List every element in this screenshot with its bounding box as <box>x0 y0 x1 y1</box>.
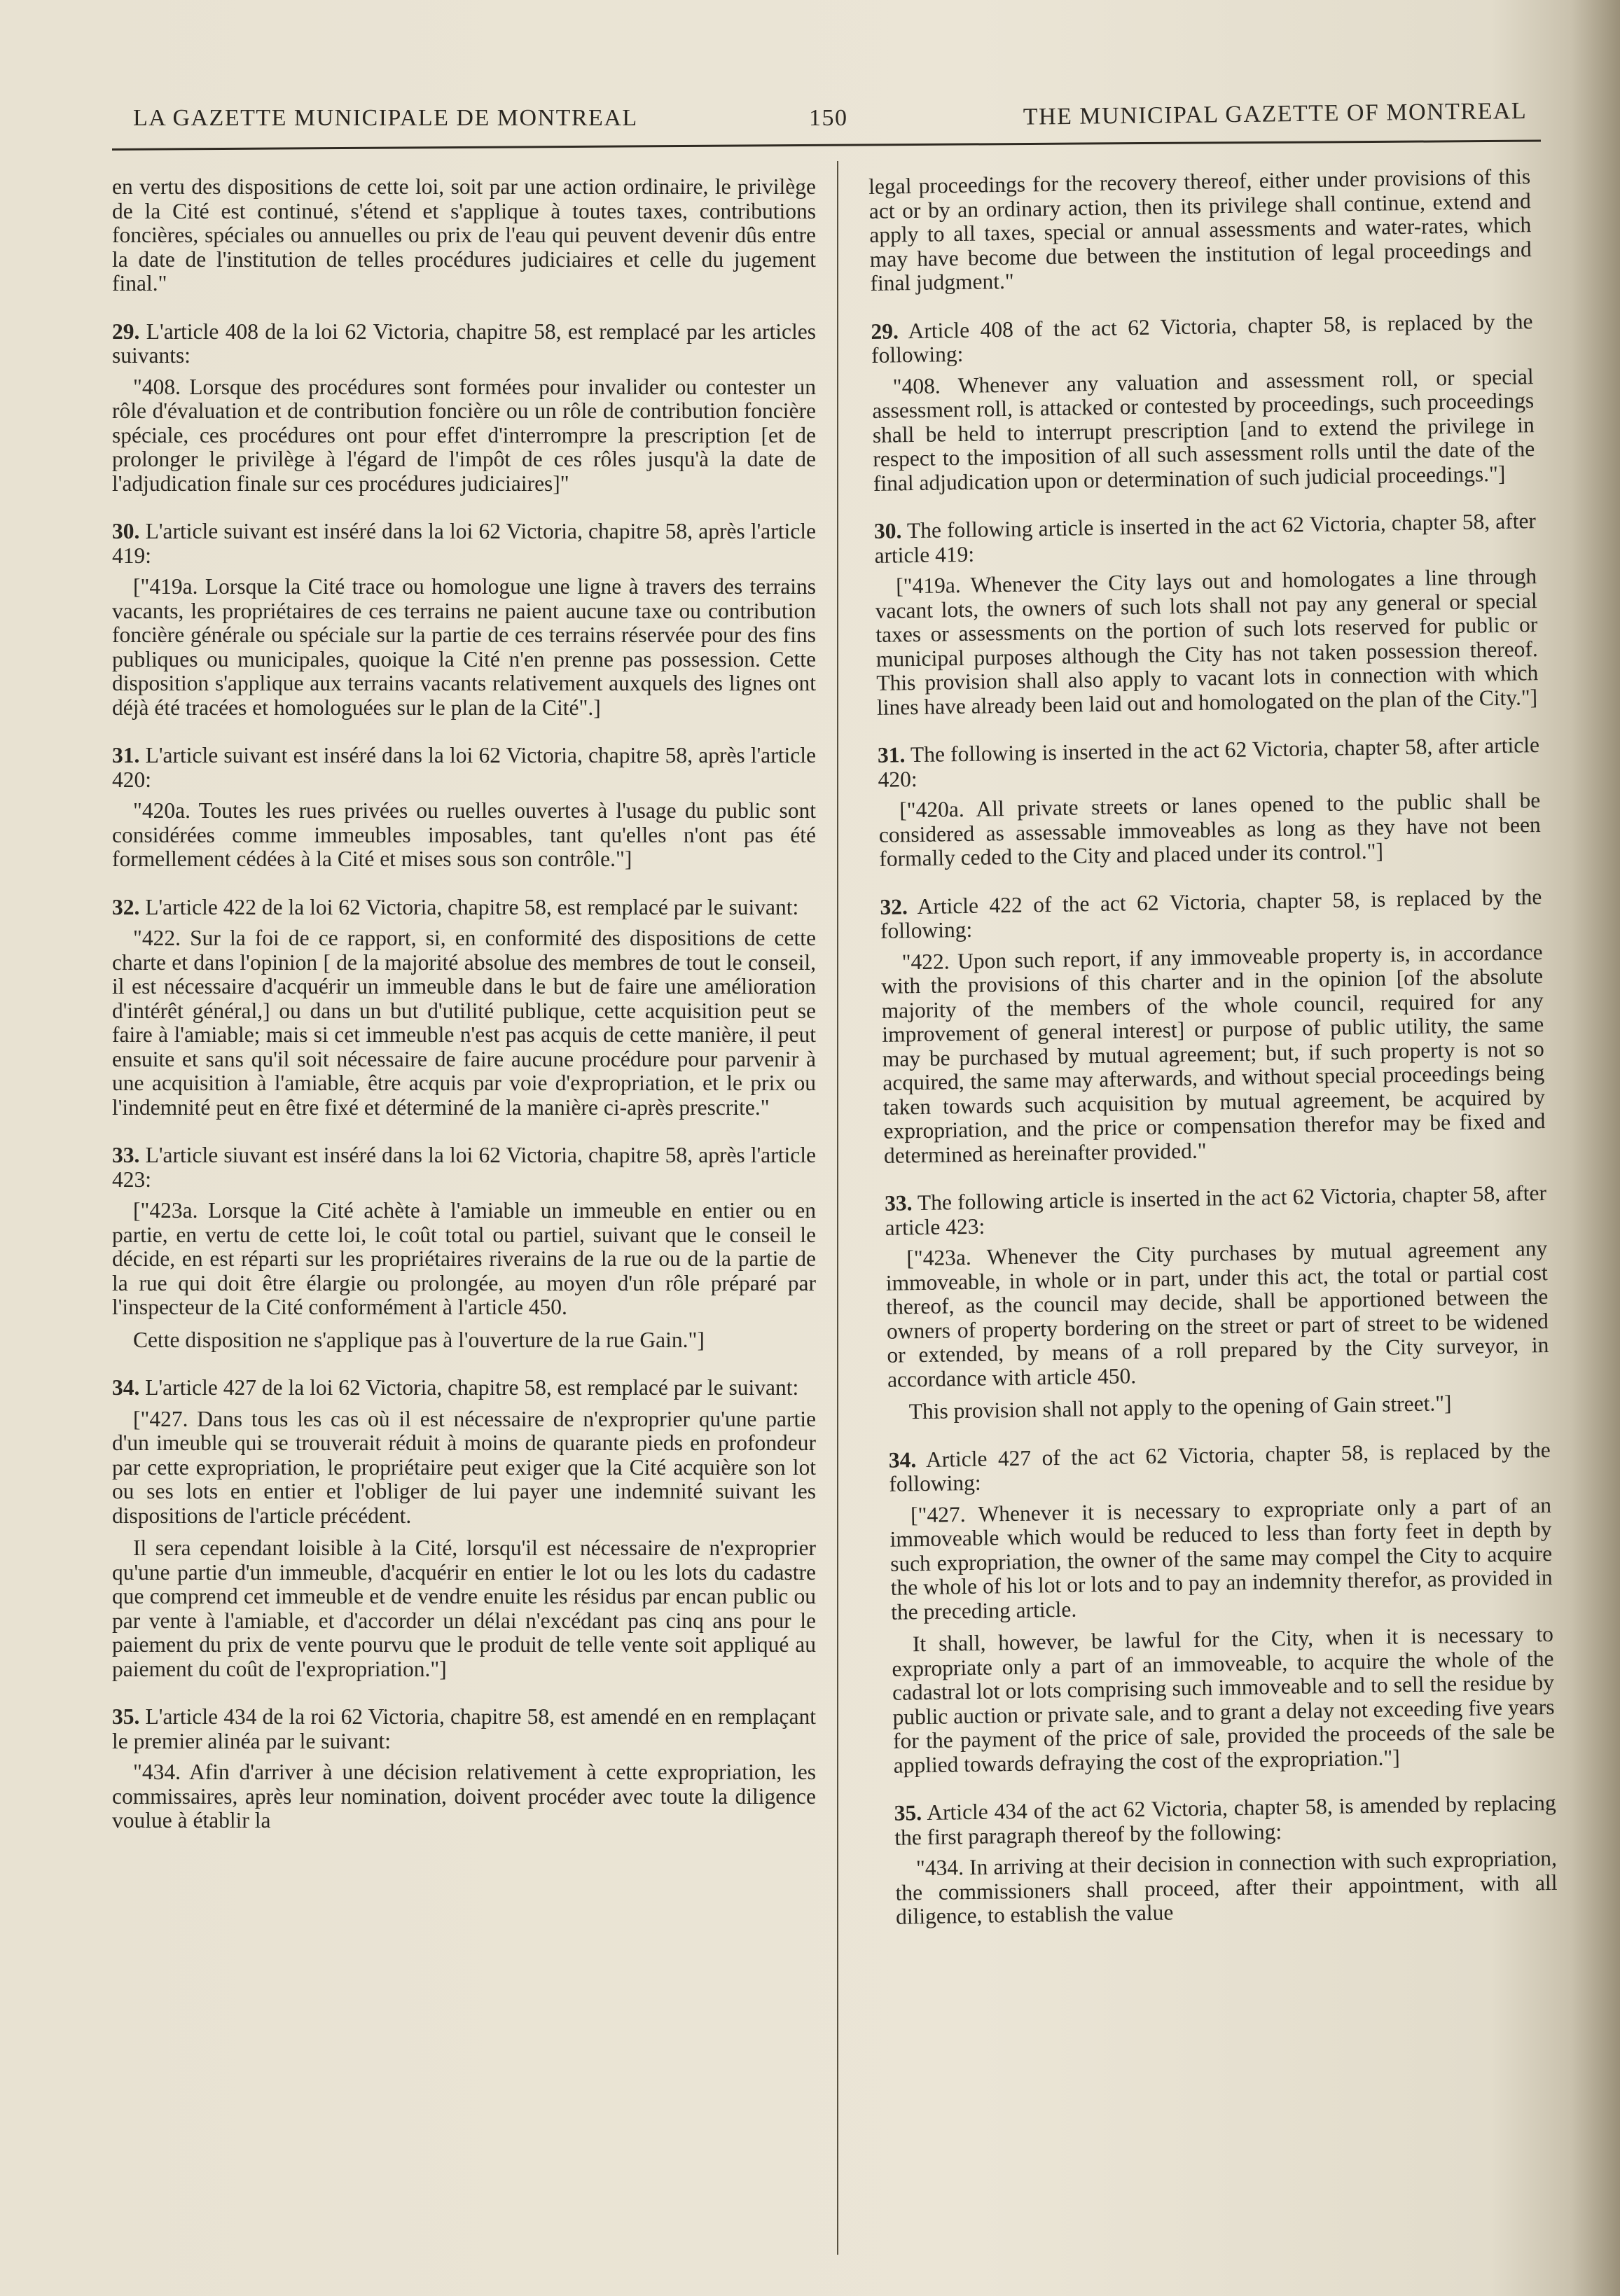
english-section-31-number: 31. <box>877 742 906 767</box>
french-section-35-number: 35. <box>112 1704 140 1729</box>
english-gazette-title: THE MUNICIPAL GAZETTE OF MONTREAL <box>1023 98 1527 130</box>
english-section-29-head-text: Article 408 of the act 62 Victoria, chapter 58, is replaced by the following: <box>871 308 1533 368</box>
french-section-29-body: "408. Lorsque des procédures sont formées pour invalider ou contester un rôle d'évaluation et de contribution foncière ou un rôle de contribution foncière spéciale, ces procédures ont pour effet d'interrompre la prescription [et de prolonger le privilège à l'égard de l'impôt de ces rôles jusqu'à la date de l'adjudication finale sur ces procédures judiciaires]" <box>112 374 816 496</box>
french-section-29-heading <box>112 320 816 368</box>
french-column <box>112 175 816 1842</box>
french-section-32-body: "422. Sur la foi de ce rapport, si, en conformité des dispositions de cette charte et dans l'opinion [ de la majorité absolue des membres de tout le conseil, il est nécessaire d'acquérir un immeuble dans le but de faire une amélioration d'intérêt général,] ou dans un but d'utilité publique, cette acquisition peut se faire à l'amiable; mais si cet immeuble n'est pas acquis de cette manière, il peut ensuite et sans qu'il soit nécessaire de faire aucune procédure pour parvenir à une acquisition à l'amiable, être acquis par voie d'expropriation, et le prix ou l'indemnité peut en être fixé et déterminé de la manière ci-après prescrite." <box>112 926 816 1120</box>
french-section-35-heading <box>112 1705 816 1753</box>
english-section-29-heading <box>871 309 1533 368</box>
french-section-33-number: 33. <box>112 1143 140 1167</box>
french-section-29-head-text: L'article 408 de la loi 62 Victoria, chapitre 58, est remplacé par les articles suivants: <box>112 319 817 368</box>
english-section-32-head-text: Article 422 of the act 62 Victoria, chapter 58, is replaced by the following: <box>880 884 1542 943</box>
french-section-34-head-text: L'article 427 de la loi 62 Victoria, chapitre 58, est remplacé par le suivant: <box>145 1375 799 1400</box>
french-section-30-heading <box>112 520 816 568</box>
page-header <box>133 98 1527 140</box>
english-section-34-body-2: It shall, however, be lawful for the City, when it is necessary to expropriate only a part of an immoveable, to acquire the whole of the cadastral lot or lots comprising such immoveable and to sell the residue by public auction or private sale, and to grant a delay not exceeding five years for the payment of the price of sale, provided the proceeds of the sale be applied towards defraying the cost of the expropriation."] <box>892 1621 1556 1778</box>
page-number: 150 <box>809 105 848 131</box>
english-section-29-body: "408. Whenever any valuation and assessment roll, or special assessment roll, is attacked or contested by proceedings, such proceedings shall be held to interrupt prescription [and to extend the privilege in respect to the imposition of all such assessment rolls until the date of the final adjudication upon or determination of such judicial proceedings."] <box>872 363 1535 496</box>
column-divider <box>837 161 838 2255</box>
english-section-31-body: ["420a. All private streets or lanes opened to the public shall be considered as assessable immoveables as long as they have not been formally ceded to the City and placed under its control."] <box>878 788 1541 871</box>
english-section-34-heading <box>889 1438 1551 1496</box>
english-section-34-body: ["427. Whenever it is necessary to expropriate only a part of an immoveable which would be reduced to less than forty feet in depth by such expropriation, the owner of the same may compel the City to acquire the whole of his lot or lots and to pay an indemnity therefor, as provided in the preceding article. <box>889 1492 1553 1624</box>
french-section-29-number: 29. <box>112 319 140 344</box>
english-section-32-body: "422. Upon such report, if any immoveable property is, in accordance with the provisions of this charter and in the opinion [of the absolute majority of the members of the whole council, required for any improvement of general interest] or purpose of public utility, the same may be purchased by mutual agreement; but, if such property is not so acquired, the same may afterwards, and without special proceedings being taken towards such acquisition by mutual agreement, be acquired by expropriation, and the price or compensation therefor may be fixed and determined as hereinafter provided." <box>880 939 1546 1168</box>
english-section-33-body-2: This provision shall not apply to the opening of Gain street."] <box>908 1391 1452 1424</box>
english-section-35-number: 35. <box>894 1800 922 1825</box>
french-section-30-body: ["419a. Lorsque la Cité trace ou homologue une ligne à travers des terrains vacants, les propriétaires de ces terrains ne paient aucune taxe ou contribution foncière générale ou spéciale sur la partie de ces terrains réservée pour des fins publiques ou municipales, quoique la Cité n'en prenne pas possession. Cette disposition s'applique aux terrains vacants relativement auxquels des lignes ont déjà été tracées et homologuées sur le plan de la Cité".] <box>112 574 816 720</box>
english-section-33-number: 33. <box>884 1190 913 1216</box>
french-section-31-number: 31. <box>112 743 140 767</box>
english-section-30-head-text: The following article is inserted in the act 62 Victoria, chapter 58, after article 419: <box>874 508 1537 568</box>
english-section-33-heading <box>885 1181 1547 1240</box>
french-section-33-body: ["423a. Lorsque la Cité achète à l'amiable un immeuble en entier ou en partie, en vertu de cette loi, le coût total ou partiel, suivant que le conseil le décide, en est réparti sur les propriétaires riverains de la rue ou de la partie de la rue qui doit être élargie ou prolongée, au moyen d'un rôle préparé par l'inspecteur de la Cité conformément à l'article 450. <box>112 1198 816 1319</box>
english-section-34-number: 34. <box>888 1447 917 1473</box>
french-section-33-heading <box>112 1143 816 1192</box>
french-intro: en vertu des dispositions de cette loi, soit par une action ordinaire, le privilège de la Cité est continué, s'étend et s'applique à toutes taxes, contributions foncières, spéciales ou annuelles ou prix de l'eau qui peuvent devenir dûs entre la date de l'institution de telles procédures judiciaires et celle du jugement final." <box>112 174 816 295</box>
french-section-34-heading <box>112 1376 816 1400</box>
french-section-33-body-2: Cette disposition ne s'applique pas à l'ouverture de la rue Gain."] <box>133 1327 705 1352</box>
french-section-34-number: 34. <box>112 1375 140 1400</box>
english-intro: legal proceedings for the recovery thereof, either under provisions of this act or by an ordinary action, then its privilege shall continue, extend and apply to all taxes, special or annual assessments and water-rates, which may have become due between the institution of legal proceedings and final judgment." <box>868 164 1532 295</box>
english-section-29-number: 29. <box>871 318 899 344</box>
english-section-34-head-text: Article 427 of the act 62 Victoria, chapter 58, is replaced by the following: <box>889 1437 1551 1496</box>
french-section-32-number: 32. <box>112 894 140 919</box>
french-section-31-heading <box>112 744 816 792</box>
french-section-32-head-text: L'article 422 de la loi 62 Victoria, chapitre 58, est remplacé par le suivant: <box>145 894 799 919</box>
french-section-31-body: "420a. Toutes les rues privées ou ruelles ouvertes à l'usage du public sont considérées comme immeubles imposables, tant qu'elles n'ont pas été formellement cédées à la Cité et mises sous son contrôle."] <box>112 798 816 871</box>
english-section-31-heading <box>878 733 1540 792</box>
french-section-30-number: 30. <box>112 519 140 543</box>
english-section-35-body: "434. In arriving at their decision in connection with such expropriation, the commissioners shall proceed, after their appointment, with all diligence, to establish the value <box>895 1845 1558 1929</box>
english-column <box>868 165 1558 1937</box>
english-section-31-head-text: The following is inserted in the act 62 Victoria, chapter 58, after article 420: <box>878 732 1540 792</box>
english-section-32-number: 32. <box>880 893 908 919</box>
french-section-32-heading <box>112 896 816 920</box>
english-section-33-head-text: The following article is inserted in the act 62 Victoria, chapter 58, after article 423: <box>885 1180 1547 1240</box>
english-section-32-heading <box>880 885 1542 944</box>
english-section-35-heading <box>894 1791 1556 1850</box>
french-section-35-body: "434. Afin d'arriver à une décision relativement à cette expropriation, les commissaires, après leur nomination, doivent procéder avec toute la diligence voulue à établir la <box>112 1760 816 1832</box>
header-rule <box>112 140 1541 151</box>
french-gazette-title: LA GAZETTE MUNICIPALE DE MONTREAL <box>133 105 638 131</box>
french-section-34-body: ["427. Dans tous les cas où il est nécessaire de n'exproprier qu'une partie d'un imeuble qui se trouverait réduit à moins de quarante pieds en profondeur par cette expropriation, le propriétaire peut exiger que la Cité acquière son lot ou ses lots en entier et l'obliger de lui payer une indemnité suivant les dispositions de l'article précédent. <box>112 1406 816 1528</box>
french-section-31-head-text: L'article suivant est inséré dans la loi 62 Victoria, chapitre 58, après l'article 420: <box>112 743 816 792</box>
english-section-30-body: ["419a. Whenever the City lays out and homologates a line through vacant lots, the owners of such lots shall not pay any general or special taxes or assessments on the portion of such lots reserved for public or municipal purposes although the City has not taken possession thereof. This provision shall also apply to vacant lots in connection with which lines have already been laid out and homologated on the plan of the City."] <box>875 564 1539 720</box>
english-section-35-head-text: Article 434 of the act 62 Victoria, chapter 58, is amended by replacing the first paragraph thereof by the following: <box>894 1790 1556 1850</box>
english-section-33-body: ["423a. Whenever the City purchases by mutual agreement any immoveable, in whole or in part, under this act, the total or partial cost thereof, as the council may decide, shall be apportioned between the owners of property bordering on the street or part of street to be widened or extended, by means of a roll prepared by the City surveyor, in accordance with article 450. <box>885 1235 1549 1392</box>
french-section-30-head-text: L'article suivant est inséré dans la loi 62 Victoria, chapitre 58, après l'article 419: <box>112 519 816 568</box>
french-section-35-head-text: L'article 434 de la roi 62 Victoria, chapitre 58, est amendé en en remplaçant le premier alinéa par le suivant: <box>112 1704 817 1753</box>
english-section-30-number: 30. <box>873 518 902 543</box>
french-section-34-body-2: Il sera cependant loisible à la Cité, lorsqu'il est nécessaire de n'exproprier qu'une partie d'un immeuble, d'acquérir en entier le lot ou les lots du cadastre que comprend cet immeuble et de vendre enuite les résidus par encan public ou par vente à l'amiable, et d'accorder un délai n'excédant pas cinq ans pour le paiement du prix de vente pourvu que le produit de telle vente soit appliqué au paiement du coût de l'expropriation."] <box>112 1536 816 1681</box>
french-section-33-head-text: L'article siuvant est inséré dans la loi 62 Victoria, chapitre 58, après l'article 423: <box>112 1143 816 1192</box>
english-section-30-heading <box>874 509 1537 568</box>
